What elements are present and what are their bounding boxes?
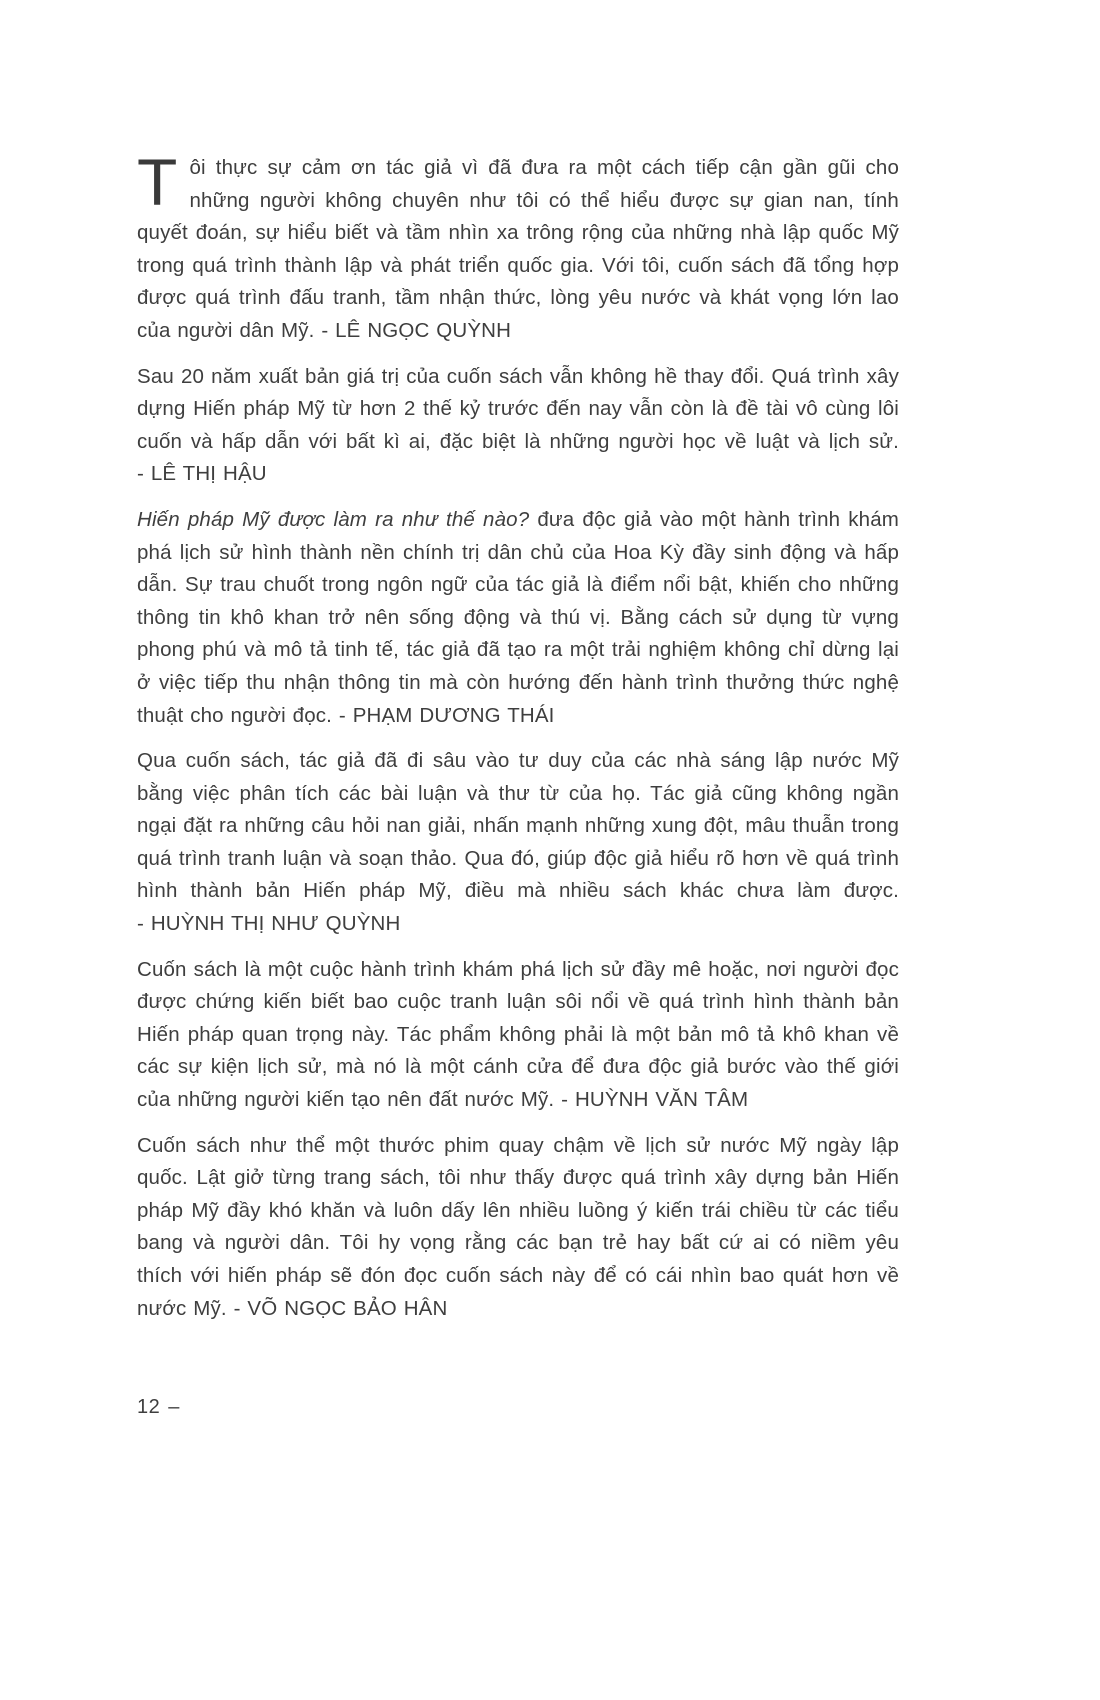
dropcap: T [137,145,178,219]
reviewer-name: - LÊ NGỌC QUỲNH [321,318,512,342]
paragraph-text: Cuốn sách như thể một thước phim quay chậm về lịch sử nước Mỹ ngày lập quốc. Lật giở từng trang sách, tôi như thấy được quá trình xây dựng bản Hiến pháp Mỹ đầy khó khăn và luôn dấy lên nhiều luồng ý kiến trái chiều từ các tiểu bang và người dân. Tôi hy vọng rằng các bạn trẻ hay bất cứ ai có niềm yêu thích với hiến pháp sẽ đón đọc cuốn sách này để có cái nhìn bao quát hơn về nước Mỹ. [137,1133,899,1320]
reviewer-name: - PHẠM DƯƠNG THÁI [338,703,555,727]
paragraph-text: ôi thực sự cảm ơn tác giả vì đã đưa ra một cách tiếp cận gần gũi cho những người không chuyên như tôi có thể hiểu được sự gian nan, tính quyết đoán, sự hiểu biết và tầm nhìn xa trông rộng của những nhà lập quốc Mỹ trong quá trình thành lập và phát triển quốc gia. Với tôi, cuốn sách đã tổng hợp được quá trình đấu tranh, tầm nhận thức, lòng yêu nước và khát vọng lớn lao của người dân Mỹ. [137,156,899,342]
page-number-separator: – [168,1396,180,1418]
testimonial-paragraph [137,954,899,1117]
reviewer-name: - HUỲNH THỊ NHƯ QUỲNH [137,912,401,936]
reviewer-name: - HUỲNH VĂN TÂM [561,1088,749,1112]
page-footer [137,1396,180,1419]
page-content [137,145,899,1325]
paragraph-text: Qua cuốn sách, tác giả đã đi sâu vào tư duy của các nhà sáng lập nước Mỹ bằng việc phân tích các bài luận và thư từ của họ. Tác giả cũng không ngần ngại đặt ra những câu hỏi nan giải, nhấn mạnh những xung đột, mâu thuẫn trong quá trình tranh luận và soạn thảo. Qua đó, giúp độc giả hiểu rõ hơn về quá trình hình thành bản Hiến pháp Mỹ, điều mà nhiều sách khác chưa làm được. [137,749,899,903]
book-title: Hiến pháp Mỹ được làm ra như thế nào? [137,507,530,531]
testimonial-paragraph [137,745,899,941]
testimonial-paragraph [137,361,899,491]
page-number: 12 [137,1396,161,1418]
paragraph-text: Sau 20 năm xuất bản giá trị của cuốn sách vẫn không hề thay đổi. Quá trình xây dựng Hiến pháp Mỹ từ hơn 2 thế kỷ trước đến nay vẫn còn là đề tài vô cùng lôi cuốn và hấp dẫn với bất kì ai, đặc biệt là những người học về luật và lịch sử. [137,364,899,453]
testimonial-paragraph [137,1130,899,1326]
paragraph-text: Cuốn sách là một cuộc hành trình khám phá lịch sử đầy mê hoặc, nơi người đọc được chứng kiến biết bao cuộc tranh luận sôi nổi về quá trình hình thành bản Hiến pháp quan trọng này. Tác phẩm không phải là một bản mô tả khô khan về các sự kiện lịch sử, mà nó là một cánh cửa để đưa độc giả bước vào thế giới của những người kiến tạo nên đất nước Mỹ. [137,957,899,1112]
paragraph-text: đưa độc giả vào một hành trình khám phá lịch sử hình thành nền chính trị dân chủ của Hoa Kỳ đầy sinh động và hấp dẫn. Sự trau chuốt trong ngôn ngữ của tác giả là điểm nổi bật, khiến cho những thông tin khô khan trở nên sống động và thú vị. Bằng cách sử dụng từ vựng phong phú và mô tả tinh tế, tác giả đã tạo ra một trải nghiệm không chỉ dừng lại ở việc tiếp thu nhận thông tin mà còn hướng đến hành trình thưởng thức nghệ thuật cho người đọc. [137,507,899,727]
reviewer-name: - VÕ NGỌC BẢO HÂN [233,1296,448,1320]
reviewer-name: - LÊ THỊ HẬU [137,462,267,486]
testimonial-paragraph [137,145,899,348]
testimonial-paragraph [137,504,899,732]
